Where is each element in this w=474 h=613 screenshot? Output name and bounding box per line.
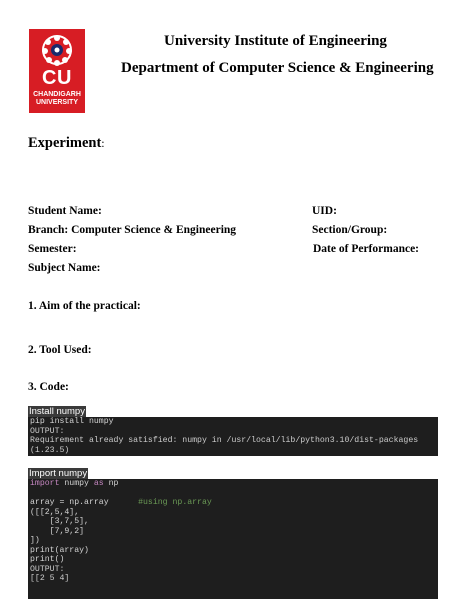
code-comment: #using np.array bbox=[138, 498, 212, 507]
code-heading: 3. Code: bbox=[28, 381, 69, 393]
code-line: ]) bbox=[30, 536, 40, 545]
code-line: [3,7,5], bbox=[30, 517, 89, 526]
keyword-import: import bbox=[30, 479, 60, 488]
code-line: pip install numpy bbox=[30, 417, 114, 426]
code-line: [7,9,2] bbox=[30, 526, 85, 536]
logo-cu-text: CU bbox=[42, 67, 72, 89]
output-label: OUTPUT: bbox=[30, 426, 65, 436]
install-numpy-title: Install numpy bbox=[29, 406, 85, 417]
assign-code: array = np.array bbox=[30, 498, 139, 507]
institute-title: University Institute of Engineering bbox=[164, 33, 387, 49]
code-line bbox=[28, 498, 438, 508]
blank-line bbox=[28, 489, 438, 499]
experiment-heading bbox=[28, 135, 105, 152]
student-name-label: Student Name: bbox=[28, 205, 102, 217]
experiment-label: Experiment bbox=[28, 135, 102, 151]
import-numpy-title: Import numpy bbox=[29, 468, 88, 479]
output-line: (1.23.5) bbox=[30, 445, 70, 455]
code-line bbox=[28, 479, 438, 489]
department-title: Department of Computer Science & Engineering bbox=[121, 60, 434, 76]
experiment-colon: : bbox=[101, 136, 105, 150]
section-label: Section/Group: bbox=[312, 224, 388, 236]
logo-university-text: UNIVERSITY bbox=[35, 99, 78, 106]
date-label: Date of Performance: bbox=[313, 243, 419, 255]
install-code-block bbox=[28, 417, 438, 456]
module-name: numpy bbox=[59, 479, 94, 488]
output-line: Requirement already satisfied: numpy in /usr/local/lib/python3.10/dist-packages bbox=[30, 436, 419, 445]
code-line: ([[2,5,4], bbox=[30, 507, 80, 517]
university-logo bbox=[29, 29, 85, 113]
branch-label: Branch: Computer Science & Engineering bbox=[28, 224, 237, 236]
code-line: print(array) bbox=[30, 545, 89, 555]
import-code-block bbox=[28, 479, 438, 599]
output-line: [[2 5 4] bbox=[30, 574, 70, 583]
alias-name: np bbox=[103, 479, 119, 488]
tool-heading: 2. Tool Used: bbox=[28, 344, 92, 356]
emblem-icon bbox=[36, 33, 78, 67]
keyword-as: as bbox=[93, 479, 104, 488]
subject-label: Subject Name: bbox=[28, 262, 101, 274]
output-label: OUTPUT: bbox=[30, 564, 65, 574]
semester-label: Semester: bbox=[28, 243, 77, 255]
logo-chandigarh-text: CHANDIGARH bbox=[33, 91, 81, 98]
code-line: print() bbox=[30, 555, 65, 564]
aim-heading: 1. Aim of the practical: bbox=[28, 300, 141, 312]
uid-label: UID: bbox=[312, 205, 337, 217]
